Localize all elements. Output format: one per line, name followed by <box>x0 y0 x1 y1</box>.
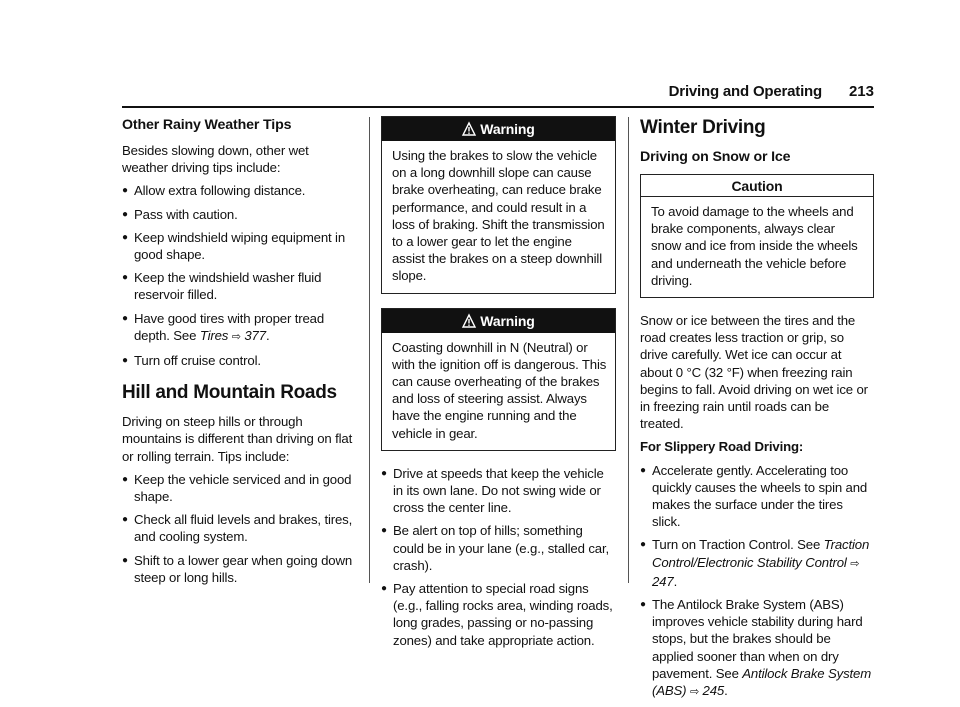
list-item: ● Allow extra following distance. <box>122 183 306 199</box>
abs-page-link[interactable]: 245 <box>702 683 725 699</box>
warning-body: Coasting downhill in N (Neutral) or with the ignition off is dangerous. This can cause overheating of the brakes and loss of steering assist. Always have the engine running and the vehicle in gear. <box>392 339 607 441</box>
bullet-icon: ● <box>640 464 646 476</box>
list-item: ● Turn off cruise control. <box>122 353 261 369</box>
page-arrow-icon: ⇨ <box>689 686 700 699</box>
tires-link[interactable]: Tires <box>199 327 229 343</box>
bullet-icon: ● <box>381 583 387 595</box>
header-rule <box>122 106 874 108</box>
bullet-icon: ● <box>122 355 128 367</box>
warning-body: Using the brakes to slow the vehicle on a long downhill slope can cause brake overheating, can reduce brake performance, and could result in a loss of braking. Shift the transmission to a lower gear to let the engine assist the brakes on a steep downhill slope. <box>392 148 605 284</box>
winter-driving-heading: Winter Driving <box>640 117 766 138</box>
bullet-icon: ● <box>122 312 128 324</box>
bullet-icon: ● <box>122 554 128 566</box>
list-item: ● Keep the windshield washer fluid reservoir filled. <box>122 270 322 303</box>
list-item: ● Pay attention to special road signs (e.g., falling rocks area, winding roads, long grades, passing or no-passing zones) and take appropriate action. <box>381 581 613 648</box>
warning-header <box>382 309 615 333</box>
list-item: ● Shift to a lower gear when going down steep or long hills. <box>122 552 353 585</box>
slippery-road-label: For Slippery Road Driving: <box>640 439 804 455</box>
list-item: ● Check all fluid levels and brakes, tires, and cooling system. <box>122 512 353 545</box>
hill-mountain-intro: Driving on steep hills or through mountains is different than driving on flat or rolling terrain. Tips include: <box>122 414 353 464</box>
traction-control-link[interactable]: Traction Control/Electronic Stability Control <box>652 537 870 570</box>
warning-triangle-icon <box>462 311 476 335</box>
page-arrow-icon: ⇨ <box>850 557 860 570</box>
bullet-icon: ● <box>122 185 128 197</box>
bullet-icon: ● <box>640 599 646 611</box>
bullet-icon: ● <box>381 525 387 537</box>
rainy-weather-list <box>122 182 356 369</box>
hill-tips-list <box>381 465 616 649</box>
snow-ice-paragraph: Snow or ice between the tires and the road creates less traction or grip, so drive carefully. Wet ice can occur at about 0 °C (32 °F) when freezing rain begins to fall. Avoid driving on wet ice or in freezing rain until roads can be treated. <box>640 313 868 432</box>
header-title: Driving and Operating <box>668 83 822 100</box>
bullet-icon: ● <box>122 208 128 220</box>
warning-header <box>382 117 615 141</box>
list-item: ● Pass with caution. <box>122 206 238 222</box>
rainy-weather-heading: Other Rainy Weather Tips <box>122 117 292 133</box>
page-header <box>122 83 874 103</box>
list-item: ● Drive at speeds that keep the vehicle in its own lane. Do not swing wide or cross the center line. <box>381 465 604 516</box>
column-divider <box>369 117 370 583</box>
list-item: ● Be alert on top of hills; something could be in your lane (e.g., stalled car, crash). <box>381 523 609 573</box>
list-item: ● Keep windshield wiping equipment in good shape. <box>122 229 346 263</box>
warning-title: Warning <box>480 121 535 137</box>
slippery-road-list <box>640 462 874 702</box>
hill-mountain-heading: Hill and Mountain Roads <box>122 382 337 404</box>
bullet-icon: ● <box>122 514 128 526</box>
tires-page-link[interactable]: 377 <box>244 327 266 343</box>
traction-page-link[interactable]: 247 <box>652 573 674 589</box>
bullet-icon: ● <box>122 473 128 485</box>
snow-ice-heading: Driving on Snow or Ice <box>640 149 791 165</box>
caution-body: To avoid damage to the wheels and brake components, always clear snow and ice from inside the wheels and underneath the vehicle before driving. <box>651 204 858 288</box>
hill-mountain-list <box>122 471 356 586</box>
warning-box <box>381 116 616 294</box>
list-item: ● Keep the vehicle serviced and in good shape. <box>122 471 352 505</box>
list-item: ● Turn on Traction Control. See Traction Control/Electronic Stability Control ⇨ 247. <box>640 537 870 589</box>
bullet-icon: ● <box>122 231 128 243</box>
warning-triangle-icon <box>462 119 476 143</box>
warning-title: Warning <box>480 312 535 329</box>
caution-box <box>640 174 874 298</box>
right-column <box>640 116 874 707</box>
left-column <box>122 116 356 592</box>
list-item: ● Accelerate gently. Accelerating too quickly causes the wheels to spin and makes the surface under the tires slick. <box>640 462 868 530</box>
bullet-icon: ● <box>122 272 128 284</box>
bullet-icon: ● <box>381 467 387 479</box>
page-number: 213 <box>848 83 874 100</box>
caution-title: Caution <box>641 175 873 197</box>
page-arrow-icon: ⇨ <box>231 330 241 343</box>
list-item: ● Have good tires with proper tread depth. See Tires ⇨ 377. <box>122 310 325 343</box>
rainy-weather-intro: Besides slowing down, other wet weather driving tips include: <box>122 143 309 176</box>
list-item: ● The Antilock Brake System (ABS) improves vehicle stability during hard stops, but the brakes should be applied sooner than when on dry pavement. See Antilock Brake System (ABS) ⇨ 245. <box>640 597 872 699</box>
warning-box <box>381 308 616 451</box>
abs-link[interactable]: Antilock Brake System (ABS) <box>652 665 872 699</box>
middle-column <box>381 116 616 655</box>
bullet-icon: ● <box>640 539 646 551</box>
column-divider <box>628 117 629 583</box>
